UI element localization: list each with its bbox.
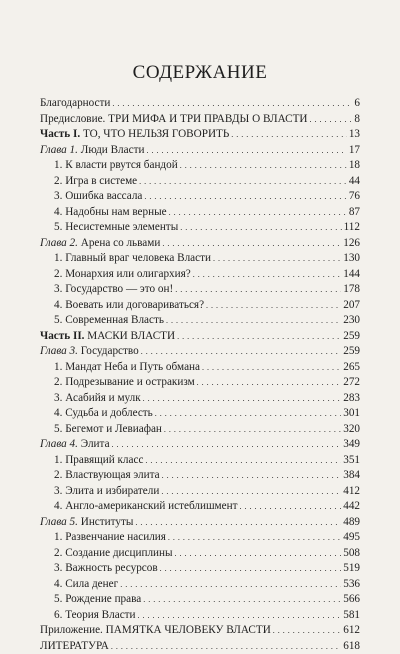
toc-entry-text: 4. Судьба и доблесть xyxy=(54,407,153,419)
toc-entry xyxy=(40,577,360,593)
toc-page-number: 259 xyxy=(343,344,360,360)
toc-entry-text: Государство xyxy=(78,345,139,357)
toc-leader-dots xyxy=(111,639,341,654)
toc-page-number: 130 xyxy=(343,251,360,267)
toc-entry xyxy=(40,484,360,500)
toc-entry-label xyxy=(40,360,200,376)
toc-entry-text: 6. Теория Власти xyxy=(54,609,136,621)
toc-entry xyxy=(40,329,360,345)
toc-page-number: 76 xyxy=(349,189,360,205)
toc-entry-text: ЛИТЕРАТУРА xyxy=(40,640,109,652)
toc-entry xyxy=(40,499,360,515)
toc-entry-label xyxy=(40,329,175,345)
toc-entry xyxy=(40,205,360,221)
toc-entry-label xyxy=(40,623,271,639)
toc-entry-prefix: Глава 2. xyxy=(40,237,78,249)
toc-leader-dots xyxy=(161,484,341,500)
toc-entry-label xyxy=(40,592,141,608)
toc-leader-dots xyxy=(144,189,346,205)
toc-entry xyxy=(40,375,360,391)
toc-page-number: 618 xyxy=(343,639,360,654)
toc-entry xyxy=(40,437,360,453)
toc-entry xyxy=(40,561,360,577)
toc-entry-label xyxy=(40,468,160,484)
toc-page-number: 536 xyxy=(343,577,360,593)
toc-entry-label xyxy=(40,375,195,391)
toc-leader-dots xyxy=(166,313,341,329)
toc-page-number: 6 xyxy=(354,96,360,112)
toc-entry-text: Благодарности xyxy=(40,97,110,109)
toc-entry-label xyxy=(40,189,142,205)
toc-entry-label xyxy=(40,406,153,422)
toc-entry-label xyxy=(40,174,137,190)
toc-entry-text: Предисловие. ТРИ МИФА И ТРИ ПРАВДЫ О ВЛАСТИ xyxy=(40,113,307,125)
toc-entry-label xyxy=(40,608,136,624)
toc-page-number: 265 xyxy=(343,360,360,376)
table-of-contents xyxy=(40,96,360,654)
toc-page-number: 412 xyxy=(343,484,360,500)
toc-entry xyxy=(40,360,360,376)
toc-page-number: 384 xyxy=(343,468,360,484)
toc-leader-dots xyxy=(239,499,341,515)
toc-leader-dots xyxy=(202,360,341,376)
toc-entry-label xyxy=(40,515,133,531)
toc-leader-dots xyxy=(206,298,341,314)
toc-entry-prefix: Часть I. xyxy=(40,128,80,140)
toc-entry xyxy=(40,158,360,174)
toc-leader-dots xyxy=(273,623,341,639)
toc-page-number: 566 xyxy=(343,592,360,608)
toc-entry xyxy=(40,220,360,236)
toc-entry xyxy=(40,267,360,283)
toc-entry-label xyxy=(40,251,211,267)
toc-entry-label xyxy=(40,437,110,453)
toc-entry-label xyxy=(40,127,229,143)
toc-entry-label xyxy=(40,422,162,438)
toc-page-number: 320 xyxy=(343,422,360,438)
toc-entry xyxy=(40,515,360,531)
toc-leader-dots xyxy=(143,592,341,608)
toc-entry-text: Приложение. ПАМЯТКА ЧЕЛОВЕКУ ВЛАСТИ xyxy=(40,624,271,636)
toc-leader-dots xyxy=(139,174,347,190)
toc-entry xyxy=(40,530,360,546)
toc-entry xyxy=(40,143,360,159)
toc-leader-dots xyxy=(112,96,352,112)
toc-leader-dots xyxy=(193,267,341,283)
toc-entry-text: Элита xyxy=(78,438,110,450)
toc-entry xyxy=(40,189,360,205)
toc-entry-text: 2. Создание дисциплины xyxy=(54,547,173,559)
toc-entry xyxy=(40,406,360,422)
toc-page-number: 272 xyxy=(343,375,360,391)
toc-entry xyxy=(40,344,360,360)
toc-leader-dots xyxy=(120,577,341,593)
toc-leader-dots xyxy=(164,422,341,438)
toc-entry-text: 3. Элита и избиратели xyxy=(54,485,159,497)
page-title: СОДЕРЖАНИЕ xyxy=(0,62,400,84)
toc-page-number: 8 xyxy=(354,112,360,128)
toc-leader-dots xyxy=(162,468,342,484)
toc-page-number: 495 xyxy=(343,530,360,546)
toc-entry-text: 2. Властвующая элита xyxy=(54,469,160,481)
toc-leader-dots xyxy=(169,205,347,221)
toc-leader-dots xyxy=(175,546,342,562)
toc-page-number: 178 xyxy=(343,282,360,298)
toc-page-number: 349 xyxy=(343,437,360,453)
toc-entry xyxy=(40,282,360,298)
toc-page-number: 126 xyxy=(343,236,360,252)
toc-page-number: 259 xyxy=(343,329,360,345)
toc-page-number: 612 xyxy=(343,623,360,639)
toc-entry-text: 4. Англо-американский истеблишмент xyxy=(54,500,237,512)
toc-entry-text: 2. Подрезывание и остракизм xyxy=(54,376,195,388)
toc-entry xyxy=(40,127,360,143)
toc-entry-text: Люди Власти xyxy=(78,144,145,156)
toc-entry xyxy=(40,623,360,639)
toc-page-number: 144 xyxy=(343,267,360,283)
toc-entry-label xyxy=(40,158,178,174)
toc-entry-prefix: Часть II. xyxy=(40,330,84,342)
toc-entry-text: 3. Асабийя и мулк xyxy=(54,392,141,404)
toc-entry-text: 2. Игра в системе xyxy=(54,175,137,187)
toc-entry-label xyxy=(40,313,164,329)
toc-entry xyxy=(40,608,360,624)
toc-entry-text: 3. Важность ресурсов xyxy=(54,562,158,574)
toc-leader-dots xyxy=(213,251,341,267)
toc-page-number: 351 xyxy=(343,453,360,469)
toc-entry-text: 5. Бегемот и Левиафан xyxy=(54,423,162,435)
toc-page-number: 519 xyxy=(343,561,360,577)
toc-entry-text: 4. Сила денег xyxy=(54,578,118,590)
toc-entry-label xyxy=(40,236,160,252)
toc-entry xyxy=(40,251,360,267)
toc-entry-label xyxy=(40,344,139,360)
toc-entry-text: 3. Государство — это он! xyxy=(54,283,173,295)
toc-leader-dots xyxy=(175,282,341,298)
toc-page-number: 17 xyxy=(349,143,360,159)
toc-entry-label xyxy=(40,453,143,469)
toc-entry-text: 4. Надобны нам верные xyxy=(54,206,167,218)
toc-entry-text: 5. Несистемные элементы xyxy=(54,221,178,233)
toc-entry-label xyxy=(40,639,109,654)
toc-entry-text: 5. Рождение права xyxy=(54,593,141,605)
toc-leader-dots xyxy=(146,143,346,159)
toc-page-number: 283 xyxy=(343,391,360,407)
toc-leader-dots xyxy=(180,158,347,174)
toc-entry-label xyxy=(40,499,237,515)
toc-entry-label xyxy=(40,391,141,407)
toc-entry-text: Арена со львами xyxy=(78,237,160,249)
toc-entry xyxy=(40,174,360,190)
toc-entry xyxy=(40,96,360,112)
toc-entry xyxy=(40,592,360,608)
toc-leader-dots xyxy=(197,375,342,391)
toc-entry-label xyxy=(40,298,204,314)
toc-entry xyxy=(40,298,360,314)
toc-entry xyxy=(40,546,360,562)
toc-page-number: 18 xyxy=(349,158,360,174)
toc-leader-dots xyxy=(141,344,342,360)
toc-entry xyxy=(40,112,360,128)
toc-entry-text: 5. Современная Власть xyxy=(54,314,164,326)
toc-entry-text: 1. Правящий класс xyxy=(54,454,143,466)
toc-page-number: 301 xyxy=(343,406,360,422)
toc-page-number: 13 xyxy=(349,127,360,143)
toc-entry-text: МАСКИ ВЛАСТИ xyxy=(84,330,175,342)
toc-leader-dots xyxy=(309,112,352,128)
toc-page-number: 112 xyxy=(344,220,360,236)
toc-entry-text: Институты xyxy=(78,516,133,528)
toc-entry-text: 1. Развенчание насилия xyxy=(54,531,166,543)
toc-entry-text: 1. Главный враг человека Власти xyxy=(54,252,211,264)
toc-leader-dots xyxy=(155,406,341,422)
toc-leader-dots xyxy=(162,236,341,252)
toc-leader-dots xyxy=(138,608,342,624)
toc-entry-label xyxy=(40,282,173,298)
toc-entry-prefix: Глава 3. xyxy=(40,345,78,357)
toc-leader-dots xyxy=(135,515,341,531)
toc-page-number: 508 xyxy=(343,546,360,562)
toc-entry-label xyxy=(40,205,167,221)
toc-entry xyxy=(40,391,360,407)
toc-entry-label xyxy=(40,267,191,283)
toc-leader-dots xyxy=(177,329,341,345)
toc-entry-text: 2. Монархия или олигархия? xyxy=(54,268,191,280)
toc-entry-label xyxy=(40,220,178,236)
toc-entry-text: ТО, ЧТО НЕЛЬЗЯ ГОВОРИТЬ xyxy=(80,128,229,140)
toc-entry-label xyxy=(40,577,118,593)
toc-leader-dots xyxy=(160,561,342,577)
toc-entry-prefix: Глава 4. xyxy=(40,438,78,450)
toc-leader-dots xyxy=(112,437,342,453)
toc-entry-text: 1. К власти рвутся бандой xyxy=(54,159,178,171)
toc-page-number: 442 xyxy=(343,499,360,515)
toc-entry-label xyxy=(40,530,166,546)
toc-entry-text: 4. Воевать или договариваться? xyxy=(54,299,204,311)
toc-entry-label xyxy=(40,561,158,577)
toc-entry-text: 3. Ошибка вассала xyxy=(54,190,142,202)
toc-leader-dots xyxy=(145,453,341,469)
toc-entry xyxy=(40,236,360,252)
toc-entry xyxy=(40,313,360,329)
toc-leader-dots xyxy=(143,391,342,407)
toc-page-number: 44 xyxy=(349,174,360,190)
toc-leader-dots xyxy=(168,530,341,546)
toc-page-number: 207 xyxy=(343,298,360,314)
toc-entry xyxy=(40,453,360,469)
toc-page-number: 230 xyxy=(343,313,360,329)
toc-leader-dots xyxy=(231,127,347,143)
toc-page-number: 489 xyxy=(343,515,360,531)
toc-entry xyxy=(40,422,360,438)
toc-entry-prefix: Глава 1. xyxy=(40,144,78,156)
toc-entry-text: 1. Мандат Неба и Путь обмана xyxy=(54,361,200,373)
toc-leader-dots xyxy=(180,220,341,236)
toc-entry xyxy=(40,468,360,484)
toc-entry-label xyxy=(40,112,307,128)
toc-entry-label xyxy=(40,96,110,112)
toc-entry-prefix: Глава 5. xyxy=(40,516,78,528)
toc-page-number: 87 xyxy=(349,205,360,221)
toc-entry-label xyxy=(40,143,144,159)
toc-page-number: 581 xyxy=(343,608,360,624)
toc-entry xyxy=(40,639,360,654)
toc-entry-label xyxy=(40,546,173,562)
toc-entry-label xyxy=(40,484,159,500)
